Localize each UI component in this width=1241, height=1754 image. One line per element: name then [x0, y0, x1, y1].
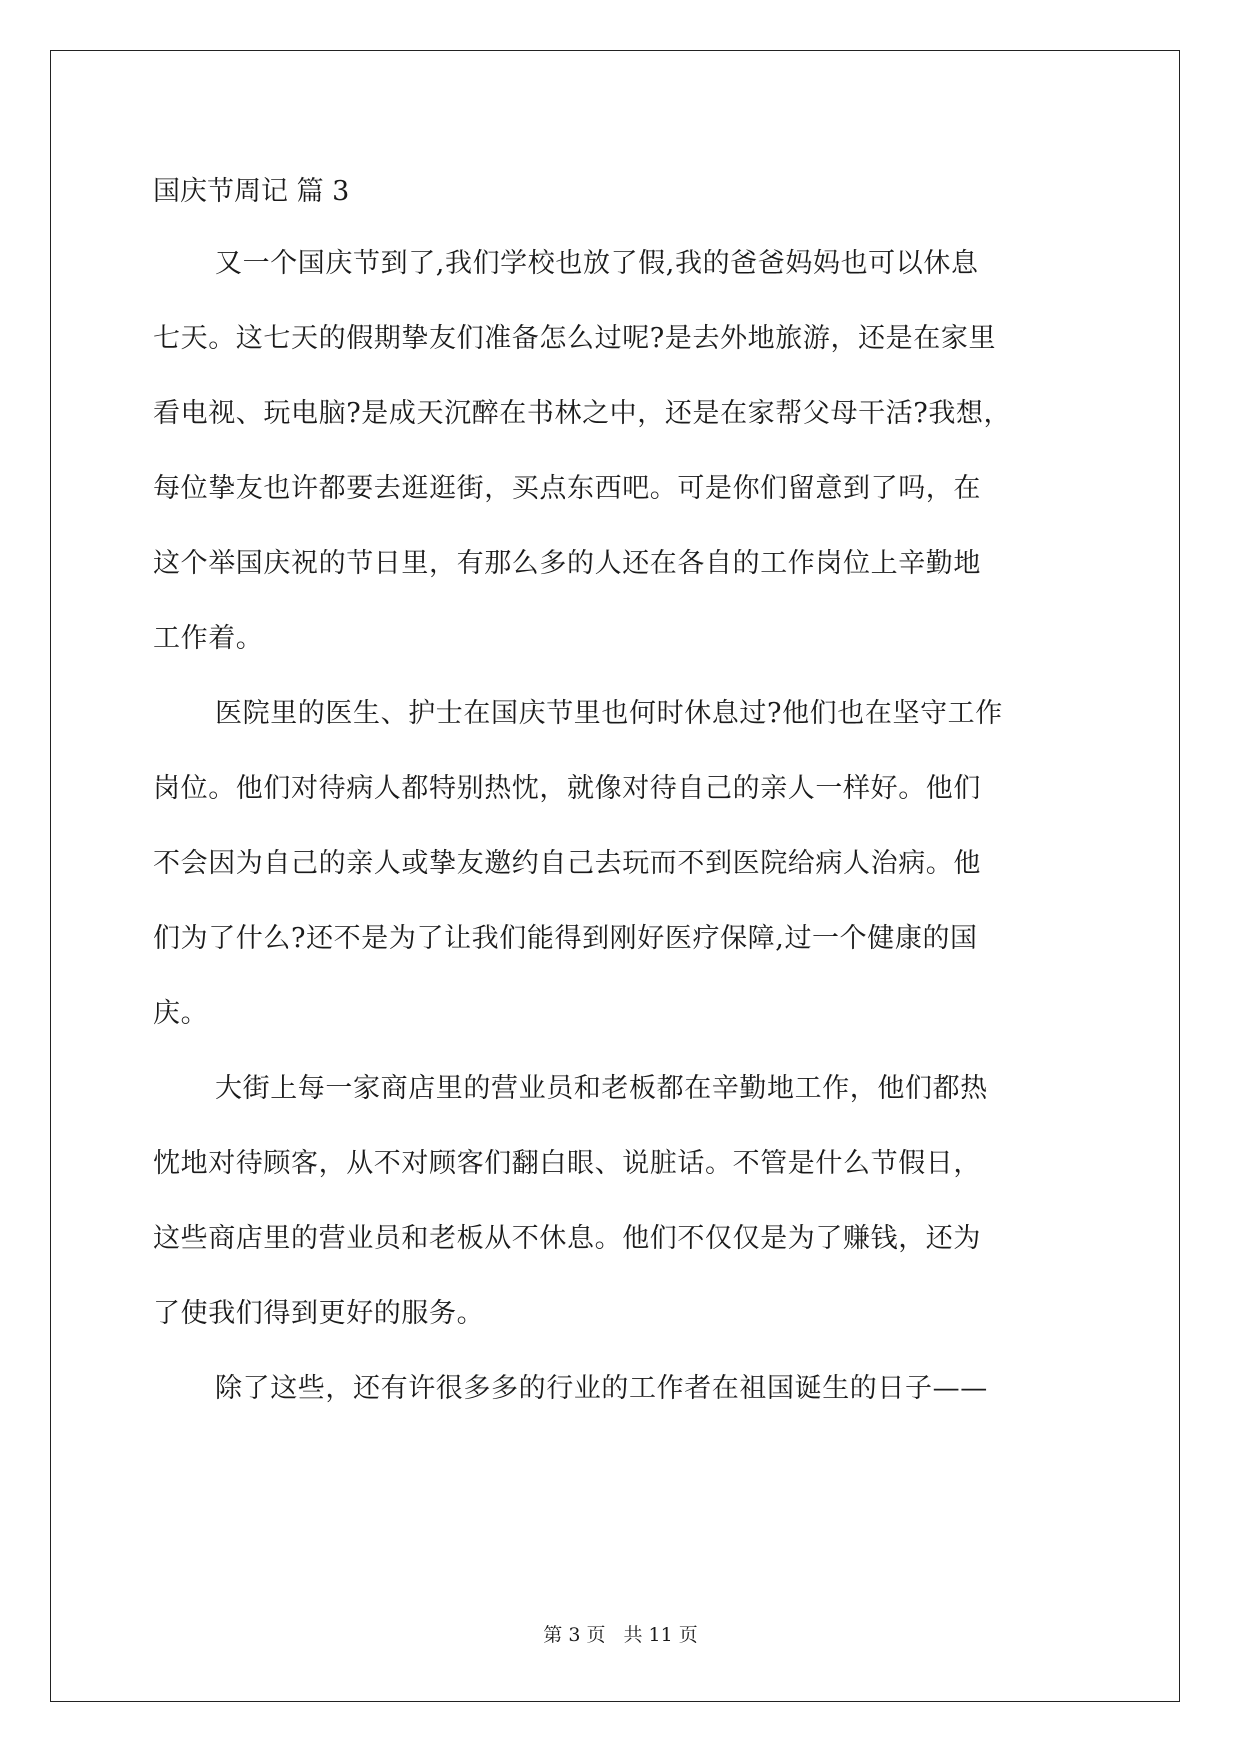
paragraph-line: 大街上每一家商店里的营业员和老板都在辛勤地工作，他们都热: [215, 1073, 988, 1104]
paragraph-line: 除了这些，还有许很多多的行业的工作者在祖国诞生的日子——: [215, 1373, 988, 1404]
paragraph-line: 忱地对待顾客，从不对顾客们翻白眼、说脏话。不管是什么节假日，: [153, 1148, 981, 1179]
paragraph-line: 每位挚友也许都要去逛逛街，买点东西吧。可是你们留意到了吗，在: [153, 473, 981, 504]
paragraph-line: 这些商店里的营业员和老板从不休息。他们不仅仅是为了赚钱，还为: [153, 1223, 981, 1254]
paragraph-line: 庆。: [153, 998, 209, 1029]
paragraph-line: 了使我们得到更好的服务。: [153, 1298, 485, 1329]
paragraph-line: 们为了什么?还不是为了让我们能得到刚好医疗保障,过一个健康的国: [153, 923, 978, 954]
paragraph-line: 医院里的医生、护士在国庆节里也何时休息过?他们也在坚守工作: [215, 698, 1003, 729]
paragraph-line: 七天。这七天的假期挚友们准备怎么过呢?是去外地旅游，还是在家里: [153, 323, 997, 354]
paragraph-line: 又一个国庆节到了,我们学校也放了假,我的爸爸妈妈也可以休息: [215, 248, 979, 279]
paragraph-line: 岗位。他们对待病人都特别热忱，就像对待自己的亲人一样好。他们: [153, 773, 981, 804]
document-title: 国庆节周记 篇 3: [153, 176, 350, 207]
page-footer: [0, 1622, 1241, 1648]
page-number: 第 3 页: [543, 1624, 606, 1646]
document-body: [153, 162, 1093, 1444]
paragraph-line: 这个举国庆祝的节日里，有那么多的人还在各自的工作岗位上辛勤地: [153, 548, 981, 579]
page-total: 共 11 页: [623, 1624, 698, 1646]
paragraph-line: 工作着。: [153, 623, 264, 654]
paragraph-line: 不会因为自己的亲人或挚友邀约自己去玩而不到医院给病人治病。他: [153, 848, 981, 879]
paragraph-line: 看电视、玩电脑?是成天沉醉在书林之中，还是在家帮父母干活?我想，: [153, 398, 1012, 429]
